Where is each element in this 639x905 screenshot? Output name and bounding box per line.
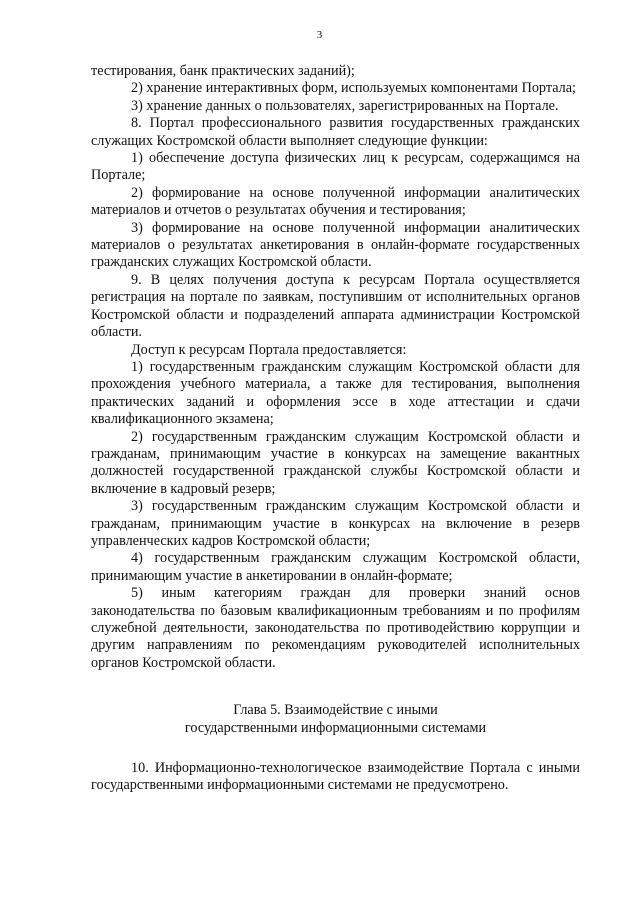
paragraph: 9. В целях получения доступа к ресурсам Портала осуществляется регистрация на портале по заявкам, поступившим от исполнительных органов Костромской области и подразделений аппарата администрации Костромской области. xyxy=(91,271,580,341)
paragraph: тестирования, банк практических заданий); xyxy=(91,63,355,79)
chapter-heading xyxy=(91,702,580,737)
paragraph: 3) формирование на основе полученной информации аналитических материалов о результатах анкетирования в онлайн-формате государственных гражданских служащих Костромской области. xyxy=(91,219,580,271)
paragraph: 2) формирование на основе полученной информации аналитических материалов и отчетов о результатах обучения и тестирования; xyxy=(91,184,580,219)
paragraph: 5) иным категориям граждан для проверки знаний основ законодательства по базовым квалификационным требованиям и по профилям служебной деятельности, законодательства по противодействию коррупции и другим направлениям по рекомендациям руководителей исполнительных органов Костромской области. xyxy=(91,585,580,671)
paragraph: 2) хранение интерактивных форм, используемых компонентами Портала; xyxy=(131,80,576,97)
paragraph: 8. Портал профессионального развития государственных гражданских служащих Костромской области выполняет следующие функции: xyxy=(91,115,580,149)
page-number: 3 xyxy=(316,29,323,41)
paragraph: 10. Информационно-технологическое взаимодействие Портала с иными государственными информационными системами не предусмотрено. xyxy=(91,760,580,794)
paragraph: 2) государственным гражданским служащим Костромской области и гражданам, принимающим участие в конкурсах на замещение вакантных должностей государственной гражданской службы Костромской области и включение в кадровый резерв; xyxy=(91,428,580,497)
chapter-heading-line-2: государственными информационными системами xyxy=(184,719,487,736)
paragraph: 3) государственным гражданским служащим Костромской области и гражданам, принимающим участие в конкурсах на включение в резерв управленческих кадров Костромской области; xyxy=(91,498,580,549)
paragraph: 1) государственным гражданским служащим Костромской области для прохождения учебного материала, а также для тестирования, выполнения практических заданий и оформления эссе в ходе аттестации и сдачи квалификационного экзамена; xyxy=(91,358,580,428)
paragraph: 3) хранение данных о пользователях, зарегистрированных на Портале. xyxy=(131,97,559,114)
chapter-heading-line-1: Глава 5. Взаимодействие с иными xyxy=(233,702,438,719)
document-body xyxy=(91,63,580,795)
paragraph: 1) обеспечение доступа физических лиц к ресурсам, содержащимся на Портале; xyxy=(91,150,580,184)
paragraph: 4) государственным гражданским служащим Костромской области, принимающим участие в анкетировании в онлайн-формате; xyxy=(91,550,580,584)
paragraph: Доступ к ресурсам Портала предоставляется: xyxy=(131,341,407,358)
